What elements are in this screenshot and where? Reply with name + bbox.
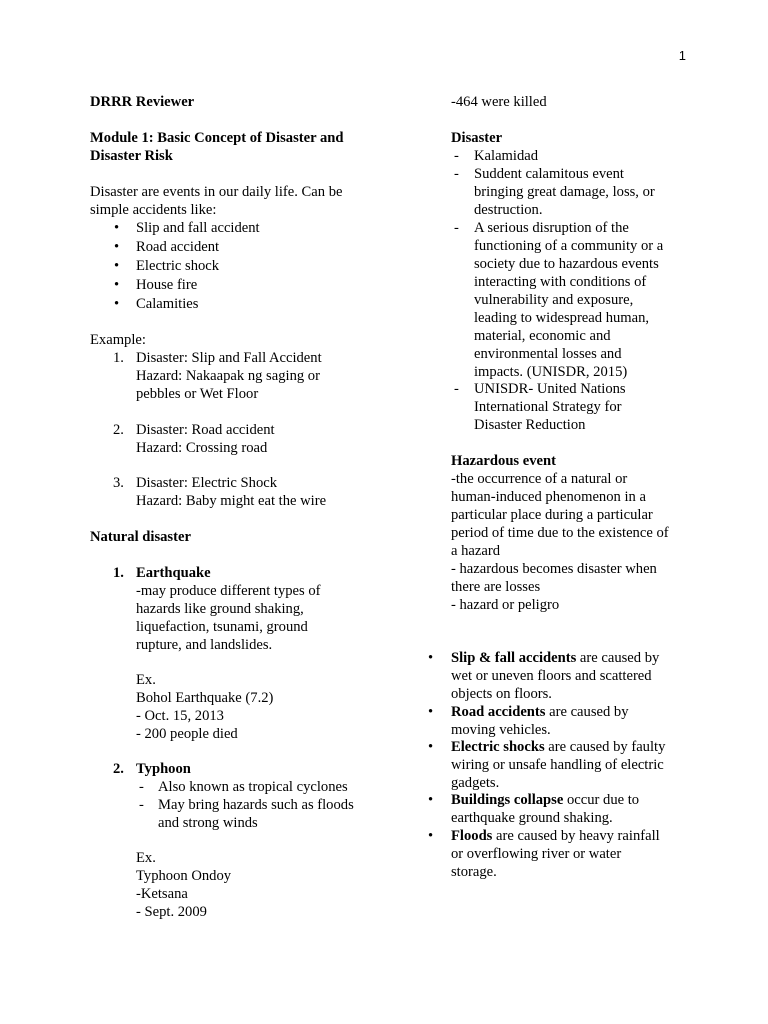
example-line: Hazard: Crossing road (136, 440, 268, 456)
disaster-line: environmental losses and (474, 346, 622, 362)
hazardous-line: particular place during a particular (451, 507, 653, 523)
bullet-icon: • (428, 828, 434, 844)
cause-text: occur due to (563, 792, 640, 808)
typhoon-ex-line: - Sept. 2009 (136, 904, 207, 920)
bullet-icon: • (114, 277, 120, 293)
cause-line (451, 738, 665, 756)
cause-line: earthquake ground shaking. (451, 810, 613, 826)
disaster-line: society due to hazardous events (474, 256, 659, 272)
typhoon-ex-line: -Ketsana (136, 886, 188, 902)
earthquake-ex-line: - Oct. 15, 2013 (136, 708, 224, 724)
intro-line-1: Disaster are events in our daily life. Can be (90, 184, 343, 200)
disaster-line: vulnerability and exposure, (474, 292, 634, 308)
earthquake-ex-line: Bohol Earthquake (7.2) (136, 690, 274, 706)
intro-line-2: simple accidents like: (90, 202, 217, 218)
cause-term: Road accidents (451, 704, 546, 720)
typhoon-line: May bring hazards such as floods (158, 797, 354, 813)
example-line: Hazard: Nakaapak ng saging or (136, 368, 320, 384)
example-line: Disaster: Slip and Fall Accident (136, 350, 322, 366)
page-number: 1 (678, 48, 686, 63)
disaster-line: A serious disruption of the (474, 220, 629, 236)
cause-line (451, 827, 660, 845)
example-line: Disaster: Electric Shock (136, 475, 278, 491)
cause-line: or overflowing river or water (451, 846, 622, 862)
module-title-line-2: Disaster Risk (90, 148, 173, 164)
cause-line: gadgets. (451, 775, 500, 791)
earthquake-line: -may produce different types of (136, 583, 321, 599)
cause-line: wet or uneven floors and scattered (451, 668, 652, 684)
hazardous-line: - hazard or peligro (451, 597, 560, 613)
example-number: 3. (113, 475, 124, 491)
bullet-icon: • (114, 296, 120, 312)
cause-term: Buildings collapse (451, 792, 564, 808)
earthquake-ex-label: Ex. (136, 672, 156, 688)
example-number: 2. (113, 422, 124, 438)
disaster-line: impacts. (UNISDR, 2015) (474, 364, 628, 380)
hazardous-line: human-induced phenomenon in a (451, 489, 646, 505)
disaster-line: bringing great damage, loss, or (474, 184, 655, 200)
disaster-line: interacting with conditions of (474, 274, 647, 290)
bullet-icon: • (114, 239, 120, 255)
list-item: Slip and fall accident (136, 220, 260, 236)
disaster-line: destruction. (474, 202, 543, 218)
disaster-line: Disaster Reduction (474, 417, 586, 433)
bullet-icon: • (428, 792, 434, 808)
earthquake-ex-line: - 200 people died (136, 726, 238, 742)
earthquake-title: Earthquake (136, 565, 211, 581)
cause-line: storage. (451, 864, 497, 880)
cause-line: wiring or unsafe handling of electric (451, 757, 664, 773)
killed-line: -464 were killed (451, 94, 547, 110)
cause-text: are caused by (545, 704, 629, 720)
dash-marker: - (139, 797, 144, 813)
cause-line (451, 649, 659, 667)
example-number: 1. (113, 350, 124, 366)
hazardous-line: - hazardous becomes disaster when (451, 561, 657, 577)
disaster-line: functioning of a community or a (474, 238, 664, 254)
example-line: pebbles or Wet Floor (136, 386, 259, 402)
example-line: Disaster: Road accident (136, 422, 275, 438)
bullet-icon: • (428, 650, 434, 666)
bullet-icon: • (428, 739, 434, 755)
typhoon-line: and strong winds (158, 815, 258, 831)
list-item: Road accident (136, 239, 220, 255)
cause-line (451, 703, 629, 721)
disaster-line: material, economic and (474, 328, 611, 344)
cause-line (451, 791, 639, 809)
natural-disaster-heading: Natural disaster (90, 529, 191, 545)
dash-marker: - (454, 166, 459, 182)
earthquake-line: rupture, and landslides. (136, 637, 273, 653)
document-title: DRRR Reviewer (90, 94, 195, 110)
list-item: House fire (136, 277, 198, 293)
cause-text: are caused by (576, 650, 660, 666)
cause-term: Floods (451, 828, 493, 844)
cause-term: Electric shocks (451, 739, 545, 755)
typhoon-title: Typhoon (136, 761, 191, 777)
cause-line: objects on floors. (451, 686, 552, 702)
disaster-line: leading to widespread human, (474, 310, 650, 326)
module-title-line-1: Module 1: Basic Concept of Disaster and (90, 130, 344, 146)
example-line: Hazard: Baby might eat the wire (136, 493, 327, 509)
typhoon-line: Also known as tropical cyclones (158, 779, 348, 795)
typhoon-ex-line: Typhoon Ondoy (136, 868, 232, 884)
hazardous-line: -the occurrence of a natural or (451, 471, 628, 487)
earthquake-line: hazards like ground shaking, (136, 601, 304, 617)
dash-marker: - (454, 148, 459, 164)
bullet-icon: • (428, 704, 434, 720)
hazardous-line: a hazard (451, 543, 501, 559)
hazardous-line: period of time due to the existence of (451, 525, 669, 541)
bullet-icon: • (114, 220, 120, 236)
dash-marker: - (454, 381, 459, 397)
list-item: Electric shock (136, 258, 220, 274)
cause-line: moving vehicles. (451, 722, 551, 738)
list-item: Calamities (136, 296, 199, 312)
cause-text: are caused by faulty (544, 739, 666, 755)
disaster-line: UNISDR- United Nations (474, 381, 626, 397)
disaster-line: Suddent calamitous event (474, 166, 624, 182)
hazardous-line: there are losses (451, 579, 541, 595)
cause-text: are caused by heavy rainfall (492, 828, 660, 844)
dash-marker: - (454, 220, 459, 236)
example-label: Example: (90, 332, 146, 348)
section-number: 2. (113, 761, 124, 777)
dash-marker: - (139, 779, 144, 795)
typhoon-ex-label: Ex. (136, 850, 156, 866)
earthquake-line: liquefaction, tsunami, ground (136, 619, 308, 635)
disaster-line: International Strategy for (474, 399, 622, 415)
disaster-heading: Disaster (451, 130, 503, 146)
bullet-icon: • (114, 258, 120, 274)
section-number: 1. (113, 565, 124, 581)
disaster-line: Kalamidad (474, 148, 539, 164)
hazardous-event-heading: Hazardous event (451, 453, 556, 469)
cause-term: Slip & fall accidents (451, 650, 577, 666)
